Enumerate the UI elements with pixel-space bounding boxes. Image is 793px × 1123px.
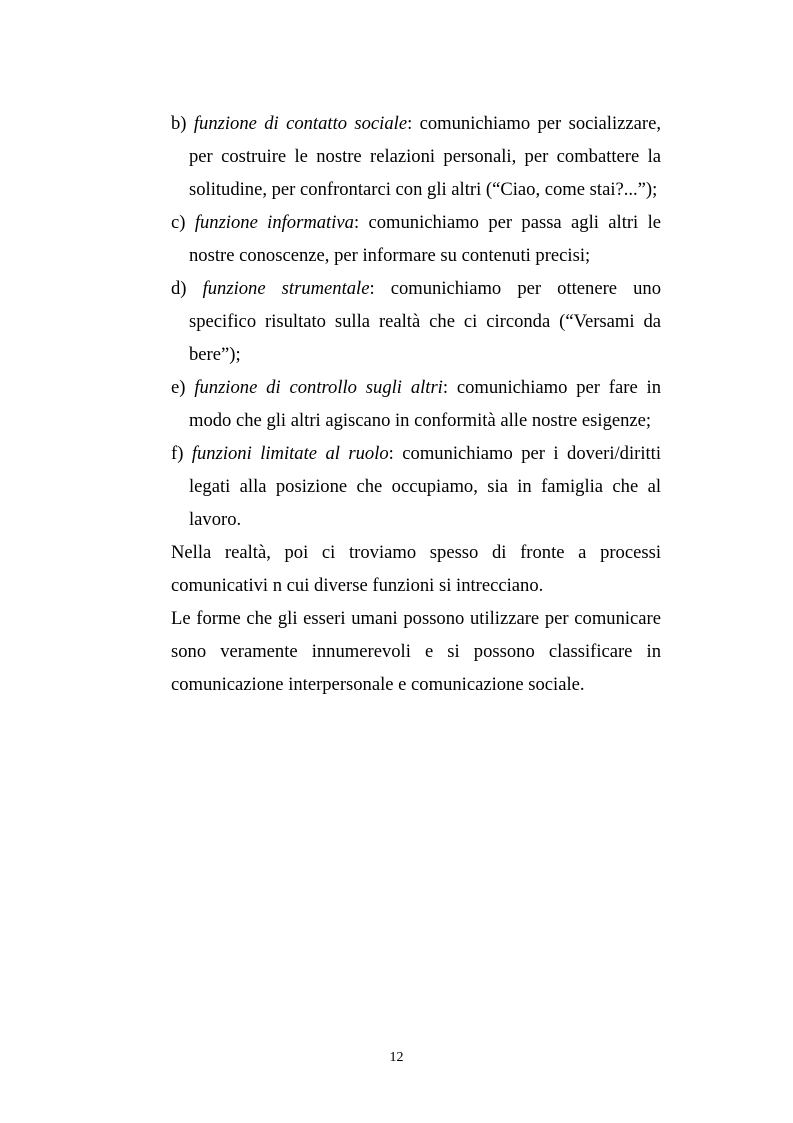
list-item	[171, 437, 661, 536]
list-marker: c)	[171, 212, 186, 233]
list-marker: e)	[171, 377, 186, 398]
list-term: funzione di contatto sociale	[193, 113, 408, 134]
list-item	[171, 107, 661, 206]
list-marker: d)	[171, 278, 187, 299]
list-text: : comunichiamo per socializzare, per costruire le nostre relazioni personali, per combattere la solitudine, per confrontarci con gli altri (“Ciao, come stai?...”);	[189, 113, 661, 200]
list-item	[171, 371, 661, 437]
list-text: : comunichiamo per passa agli altri le nostre conoscenze, per informare su contenuti precisi;	[189, 212, 661, 266]
list-text: : comunichiamo per ottenere uno specifico risultato sulla realtà che ci circonda (“Versami da bere”);	[189, 278, 661, 365]
document-body	[171, 107, 661, 701]
body-paragraph: Le forme che gli esseri umani possono utilizzare per comunicare sono veramente innumerevoli e si possono classificare in comunicazione interpersonale e comunicazione sociale.	[171, 608, 661, 695]
page-number: 12	[389, 1050, 404, 1065]
list-text: : comunichiamo per i doveri/diritti legati alla posizione che occupiamo, sia in famiglia che al lavoro.	[189, 443, 662, 530]
list-term: funzione di controllo sugli altri	[194, 377, 443, 398]
list-marker: f)	[171, 443, 184, 464]
list-term: funzione strumentale	[202, 278, 370, 299]
list-term: funzioni limitate al ruolo	[191, 443, 389, 464]
list-text: : comunichiamo per fare in modo che gli altri agiscano in conformità alle nostre esigenze;	[189, 377, 662, 431]
list-item	[171, 272, 661, 371]
list-term: funzione informativa	[194, 212, 354, 233]
body-paragraph: Nella realtà, poi ci troviamo spesso di fronte a processi comunicativi n cui diverse funzioni si intrecciano.	[171, 542, 661, 596]
list-item	[171, 206, 661, 272]
list-marker: b)	[171, 113, 187, 134]
